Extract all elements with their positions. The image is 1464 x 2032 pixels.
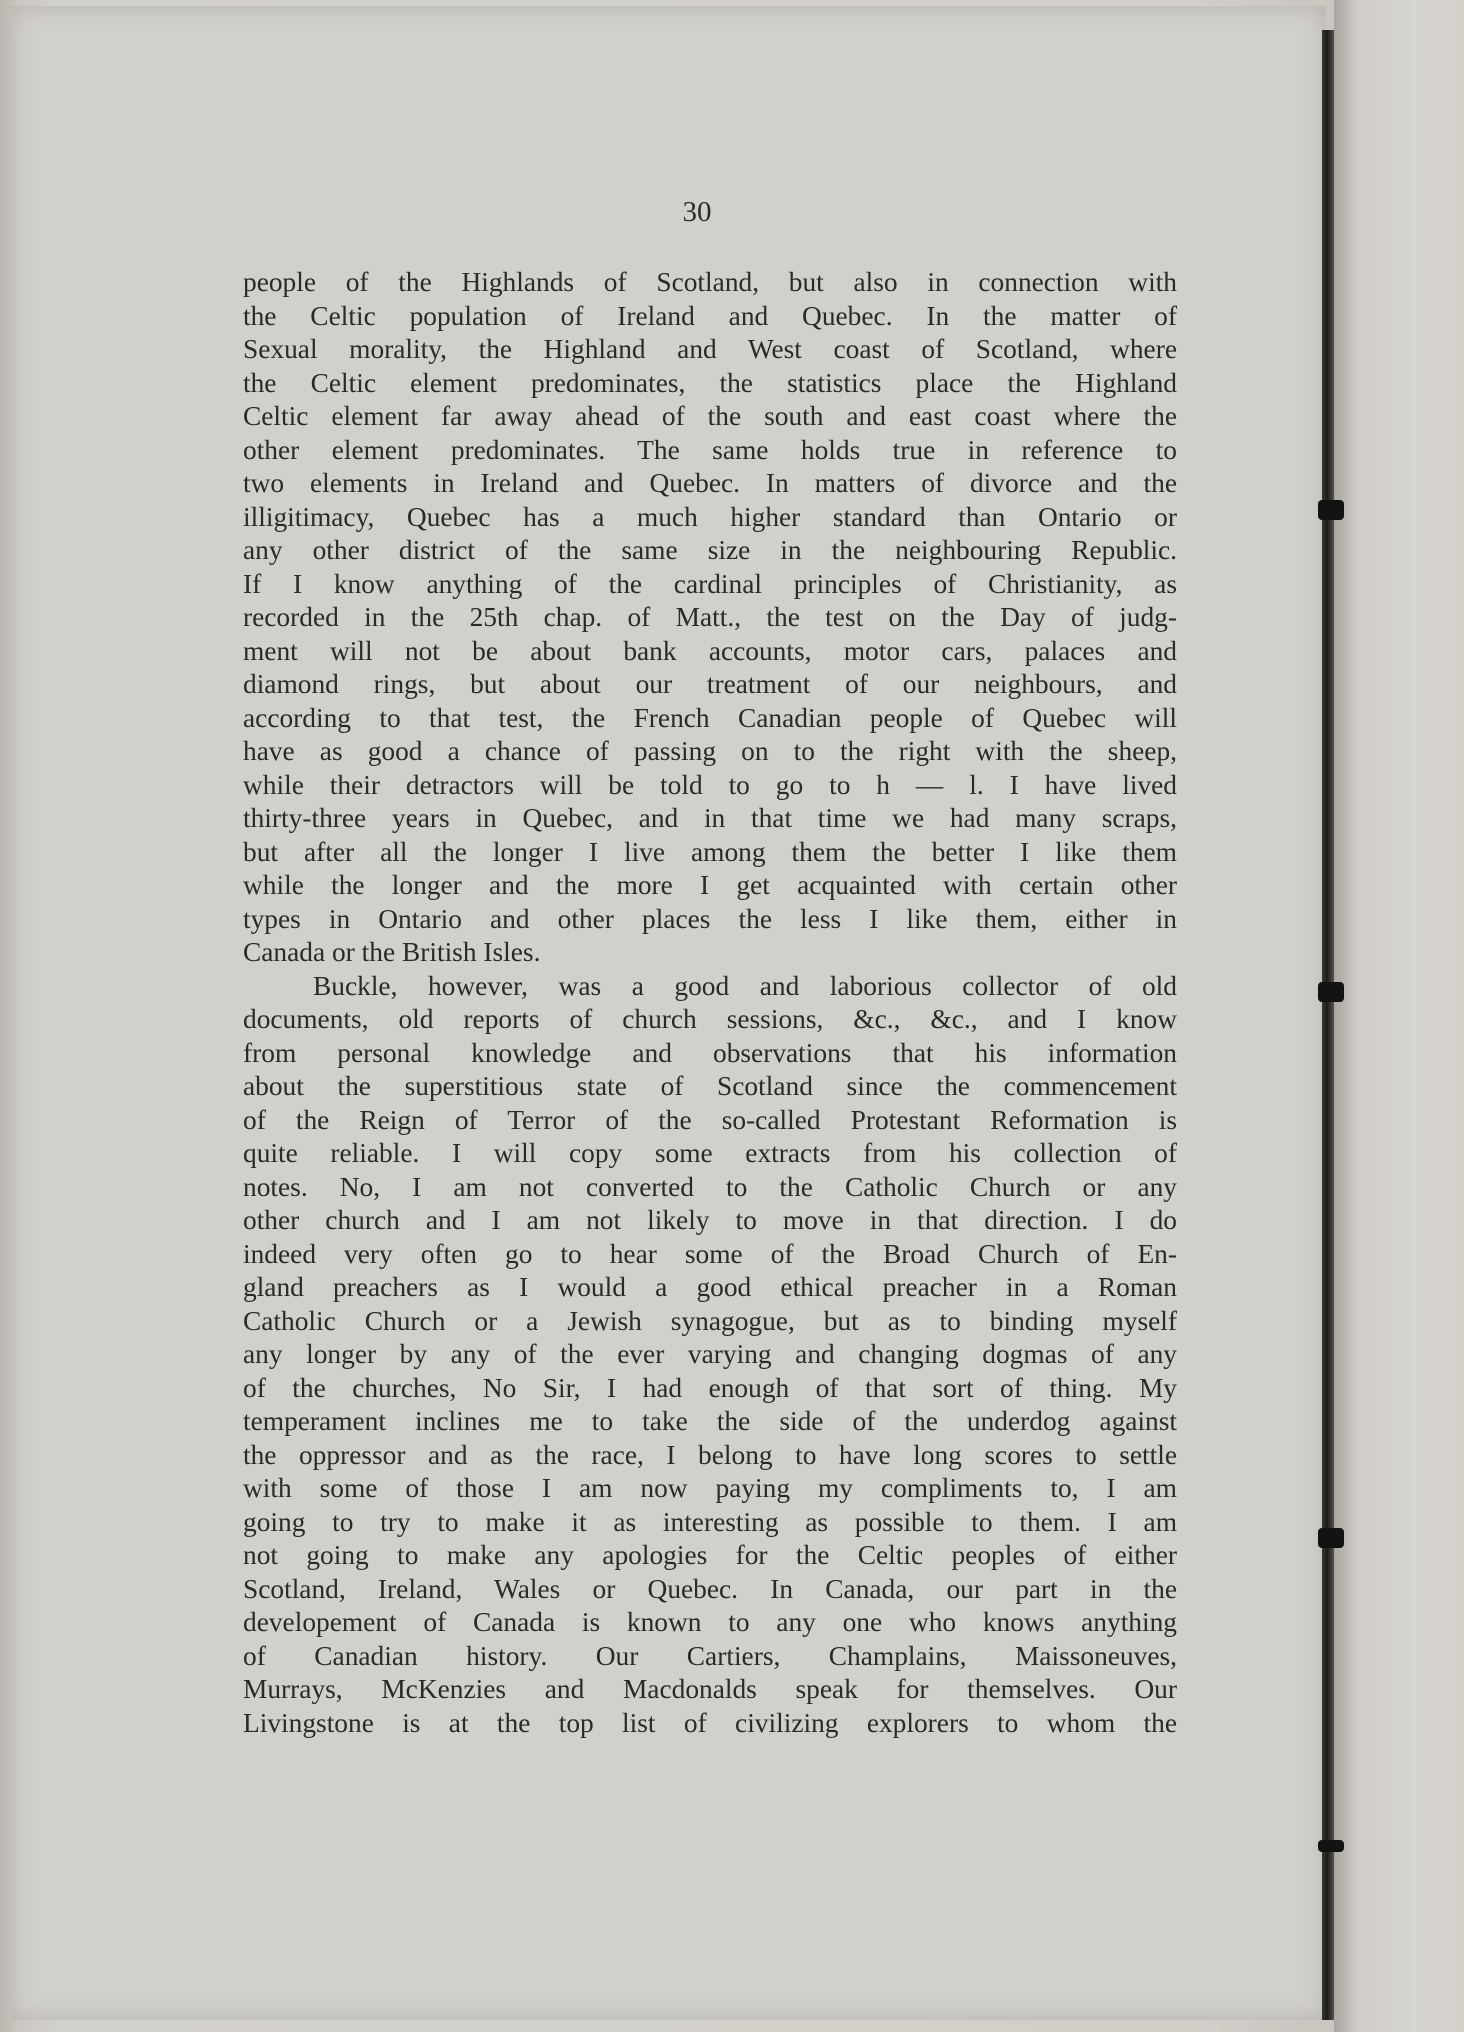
text-line: of the Reign of Terror of the so-called Protestant Reformation is	[243, 1104, 1177, 1135]
text-line: the Celtic element predominates, the statistics place the Highland	[243, 367, 1177, 398]
text-line: Livingstone is at the top list of civilizing explorers to whom the	[243, 1707, 1177, 1738]
text-line: Murrays, McKenzies and Macdonalds speak for themselves. Our	[243, 1674, 1177, 1704]
text-line: not going to make any apologies for the Celtic peoples of either	[243, 1540, 1177, 1570]
text-line: illigitimacy, Quebec has a much higher standard than Ontario or	[243, 501, 1177, 532]
text-line: Sexual morality, the Highland and West coast of Scotland, where	[243, 334, 1177, 364]
text-line: thirty-three years in Quebec, and in that time we had many scraps,	[243, 803, 1177, 833]
right-page-edge	[1334, 0, 1464, 2032]
paragraph	[243, 970, 1177, 1741]
text-line: Catholic Church or a Jewish synagogue, but as to binding myself	[243, 1305, 1177, 1336]
text-line: of the churches, No Sir, I had enough of that sort of thing. My	[243, 1372, 1177, 1403]
page-number	[0, 196, 1464, 229]
text-line: two elements in Ireland and Quebec. In matters of divorce and the	[243, 468, 1177, 498]
text-line: of Canadian history. Our Cartiers, Champlains, Maissoneuves,	[243, 1640, 1177, 1671]
text-line: any other district of the same size in the neighbouring Republic.	[243, 535, 1177, 565]
binding-thread-mark	[1318, 982, 1344, 1002]
text-line: but after all the longer I live among them the better I like them	[243, 836, 1177, 867]
text-line: have as good a chance of passing on to the right with the sheep,	[243, 736, 1177, 766]
text-line: Canada or the British Isles.	[243, 937, 541, 967]
text-line: recorded in the 25th chap. of Matt., the test on the Day of judg-	[243, 602, 1177, 632]
text-line: developement of Canada is known to any one who knows anything	[243, 1607, 1177, 1637]
text-line: the oppressor and as the race, I belong to have long scores to settle	[243, 1439, 1177, 1470]
text-line: notes. No, I am not converted to the Catholic Church or any	[243, 1171, 1177, 1202]
binding-thread-mark	[1318, 1528, 1344, 1548]
text-line: ment will not be about bank accounts, motor cars, palaces and	[243, 635, 1177, 666]
text-line: documents, old reports of church sessions, &c., &c., and I know	[243, 1004, 1177, 1034]
text-line: quite reliable. I will copy some extracts from his collection of	[243, 1138, 1177, 1168]
text-line: indeed very often go to hear some of the Broad Church of En-	[243, 1238, 1177, 1269]
text-line: people of the Highlands of Scotland, but also in connection with	[243, 267, 1177, 297]
binding-thread-mark	[1318, 1840, 1344, 1852]
text-line: diamond rings, but about our treatment of our neighbours, and	[243, 669, 1177, 699]
text-line: If I know anything of the cardinal principles of Christianity, as	[243, 568, 1177, 599]
text-line: the Celtic population of Ireland and Quebec. In the matter of	[243, 300, 1177, 331]
text-line: other church and I am not likely to move in that direction. I do	[243, 1205, 1177, 1235]
text-line: going to try to make it as interesting as possible to them. I am	[243, 1506, 1177, 1537]
text-line: about the superstitious state of Scotland since the commencement	[243, 1071, 1177, 1101]
text-line: from personal knowledge and observations that his information	[243, 1037, 1177, 1068]
text-line: gland preachers as I would a good ethical preacher in a Roman	[243, 1272, 1177, 1302]
text-line: temperament inclines me to take the side of the underdog against	[243, 1406, 1177, 1436]
text-line: any longer by any of the ever varying and changing dogmas of any	[243, 1339, 1177, 1369]
text-line: other element predominates. The same holds true in reference to	[243, 434, 1177, 465]
page-number-text: 30	[682, 196, 712, 228]
text-line: according to that test, the French Canadian people of Quebec will	[243, 702, 1177, 733]
paragraph	[243, 266, 1177, 970]
text-line: while their detractors will be told to go to h — l. I have lived	[243, 769, 1177, 800]
binding-thread-mark	[1318, 500, 1344, 520]
text-line: Celtic element far away ahead of the south and east coast where the	[243, 401, 1177, 431]
book-spine	[1322, 30, 1334, 2020]
body-text	[243, 266, 1177, 1740]
text-line: with some of those I am now paying my compliments to, I am	[243, 1473, 1177, 1503]
text-line: while the longer and the more I get acquainted with certain other	[243, 870, 1177, 900]
text-line: types in Ontario and other places the less I like them, either in	[243, 903, 1177, 934]
text-line: Scotland, Ireland, Wales or Quebec. In Canada, our part in the	[243, 1573, 1177, 1604]
text-line: Buckle, however, was a good and laborious collector of old	[313, 970, 1177, 1001]
